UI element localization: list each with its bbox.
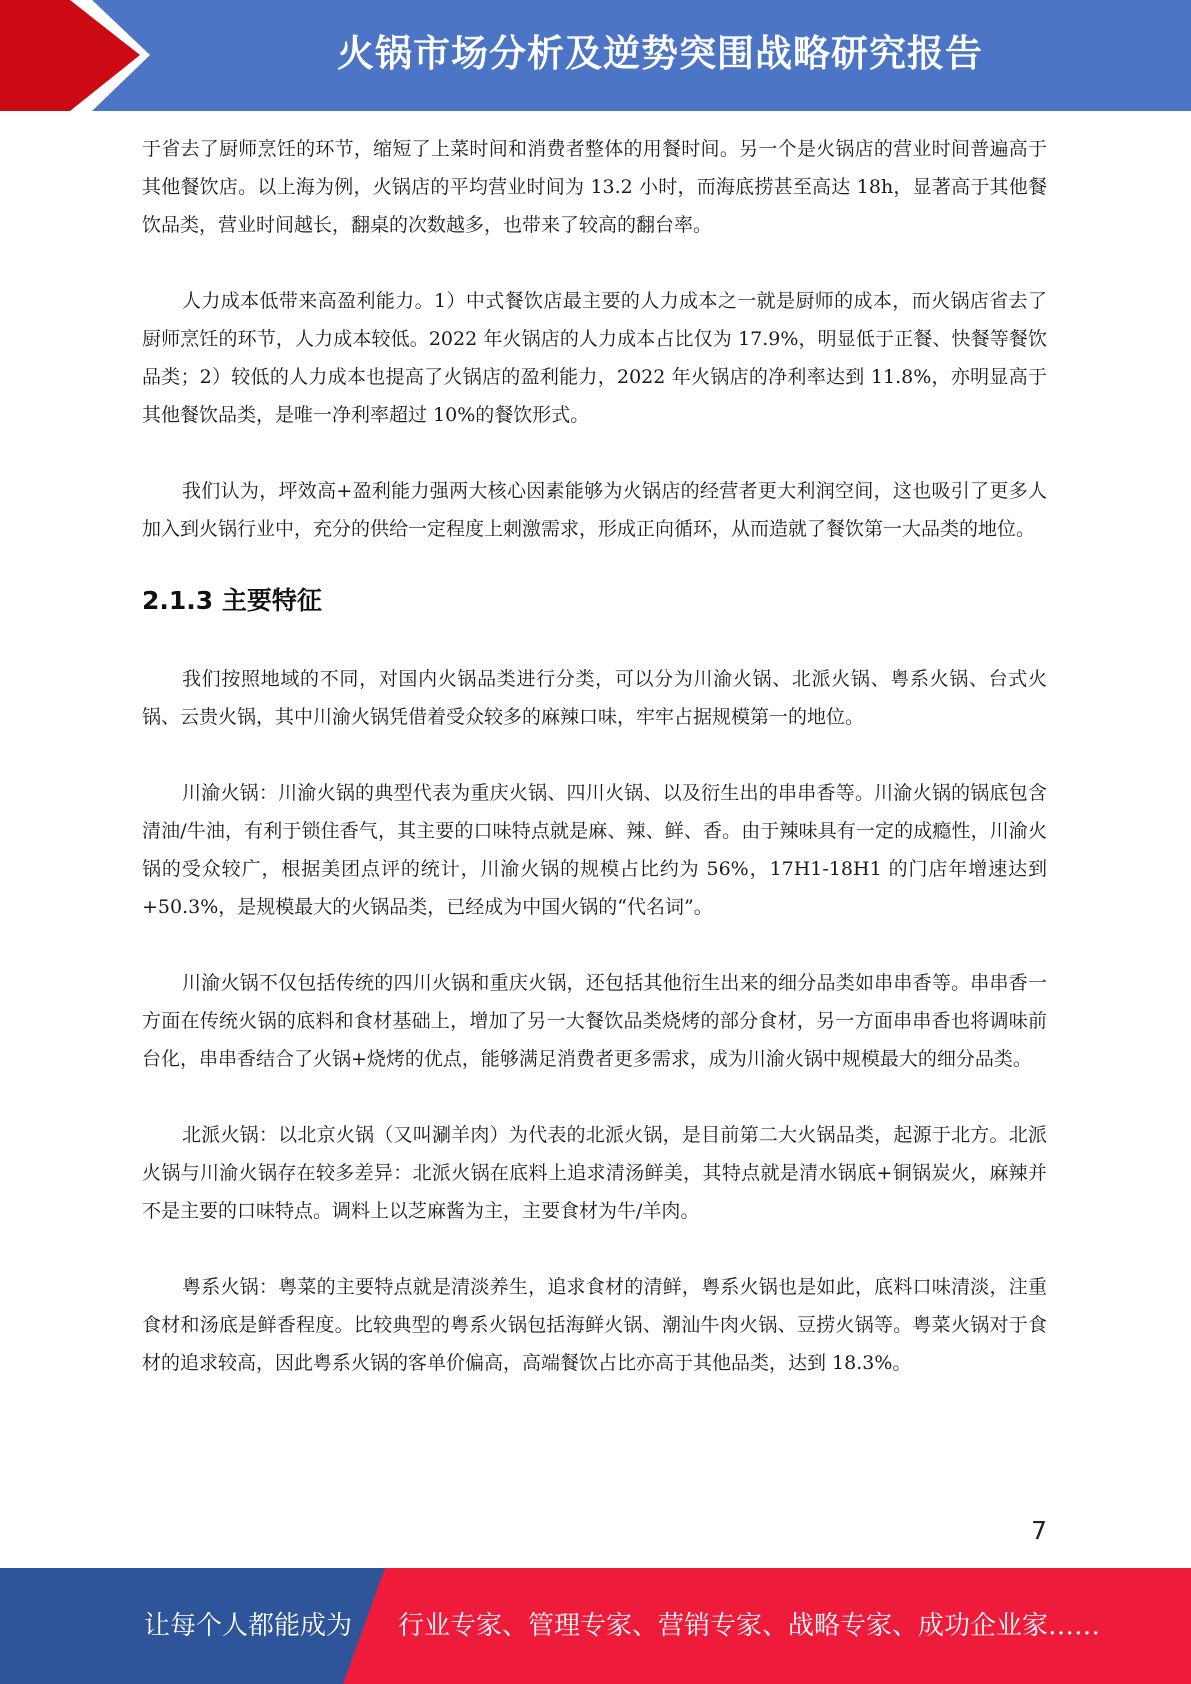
report-title: 火锅市场分析及逆势突围战略研究报告 bbox=[337, 32, 983, 75]
page-footer bbox=[0, 1568, 1191, 1684]
footer-slogan-right: 行业专家、管理专家、营销专家、战略专家、成功企业家…… bbox=[398, 1611, 1101, 1641]
page-header bbox=[0, 0, 1191, 111]
header-arrow-icon bbox=[0, 0, 140, 111]
section-heading: 2.1.3 主要特征 bbox=[142, 586, 322, 615]
paragraph-conclusion: 我们认为，坪效高+盈利能力强两大核心因素能够为火锅店的经营者更大利润空间，这也吸引了更多人加入到火锅行业中，充分的供给一定程度上刺激需求，形成正向循环，从而造就了餐饮第一大品类的地位。 bbox=[142, 480, 1047, 540]
footer-slogan-left: 让每个人都能成为 bbox=[144, 1611, 353, 1641]
paragraph-chuanchuanxiang: 川渝火锅不仅包括传统的四川火锅和重庆火锅，还包括其他衍生出来的细分品类如串串香等。串串香一方面在传统火锅的底料和食材基础上，增加了另一大餐饮品类烧烤的部分食材，另一方面串串香也将调味前台化，串串香结合了火锅+烧烤的优点，能够满足消费者更多需求，成为川渝火锅中规模最大的细分品类。 bbox=[142, 972, 1047, 1070]
paragraph-labor-cost: 人力成本低带来高盈利能力。1）中式餐饮店最主要的人力成本之一就是厨师的成本，而火锅店省去了厨师烹饪的环节，人力成本较低。2022 年火锅店的人力成本占比仅为 17.9%，明显低于正餐、快餐等餐饮品类；2）较低的人力成本也提高了火锅店的盈利能力，2022 年火锅店的净利率达到 11.8%，亦明显高于其他餐饮品类，是唯一净利率超过 10%的餐饮形式。 bbox=[142, 290, 1047, 426]
document-body bbox=[142, 130, 1047, 1382]
paragraph-yuexi: 粤系火锅：粤菜的主要特点就是清淡养生，追求食材的清鲜，粤系火锅也是如此，底料口味清淡，注重食材和汤底是鲜香程度。比较典型的粤系火锅包括海鲜火锅、潮汕牛肉火锅、豆捞火锅等。粤菜火锅对于食材的追求较高，因此粤系火锅的客单价偏高，高端餐饮占比亦高于其他品类，达到 18.3%。 bbox=[142, 1276, 1047, 1374]
paragraph-classification: 我们按照地域的不同，对国内火锅品类进行分类，可以分为川渝火锅、北派火锅、粤系火锅、台式火锅、云贵火锅，其中川渝火锅凭借着受众较多的麻辣口味，牢牢占据规模第一的地位。 bbox=[142, 668, 1047, 728]
paragraph-continued: 于省去了厨师烹饪的环节，缩短了上菜时间和消费者整体的用餐时间。另一个是火锅店的营业时间普遍高于其他餐饮店。以上海为例，火锅店的平均营业时间为 13.2 小时，而海底捞甚至高达 18h，显著高于其他餐饮品类，营业时间越长，翻桌的次数越多，也带来了较高的翻台率。 bbox=[142, 138, 1047, 236]
paragraph-beipai: 北派火锅：以北京火锅（又叫涮羊肉）为代表的北派火锅，是目前第二大火锅品类，起源于北方。北派火锅与川渝火锅存在较多差异：北派火锅在底料上追求清汤鲜美，其特点就是清水锅底+铜锅炭火，麻辣并不是主要的口味特点。调料上以芝麻酱为主，主要食材为牛/羊肉。 bbox=[142, 1124, 1047, 1222]
paragraph-chuanyu: 川渝火锅：川渝火锅的典型代表为重庆火锅、四川火锅、以及衍生出的串串香等。川渝火锅的锅底包含清油/牛油，有利于锁住香气，其主要的口味特点就是麻、辣、鲜、香。由于辣味具有一定的成瘾性，川渝火锅的受众较广，根据美团点评的统计，川渝火锅的规模占比约为 56%，17H1-18H1 的门店年增速达到+50.3%，是规模最大的火锅品类，已经成为中国火锅的“代名词”。 bbox=[142, 782, 1047, 918]
page-number: 7 bbox=[1031, 1516, 1047, 1545]
